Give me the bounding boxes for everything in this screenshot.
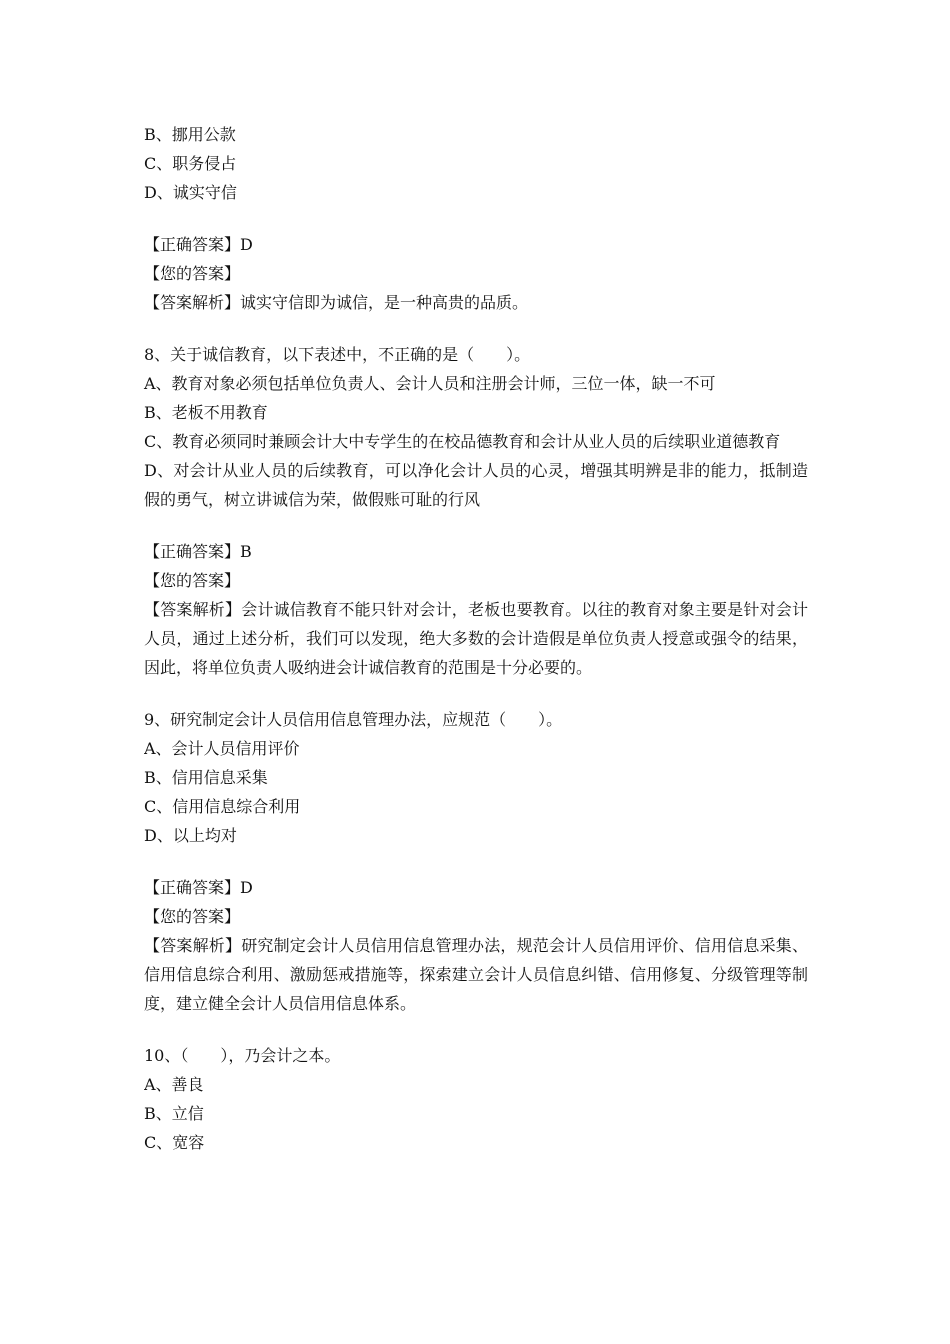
option-d: D、诚实守信 bbox=[144, 183, 237, 202]
your-answer: 【您的答案】 bbox=[144, 571, 241, 590]
option-a: A、教育对象必须包括单位负责人、会计人员和注册会计师，三位一体，缺一不可 bbox=[144, 374, 716, 393]
question-10 bbox=[144, 1041, 808, 1157]
question-stem: 8、关于诚信教育，以下表述中，不正确的是（ ）。 bbox=[144, 345, 531, 364]
your-answer: 【您的答案】 bbox=[144, 264, 241, 283]
option-b: B、挪用公款 bbox=[144, 125, 236, 144]
question-8 bbox=[144, 340, 808, 682]
question-7-tail bbox=[144, 120, 808, 317]
option-b: B、信用信息采集 bbox=[144, 768, 268, 787]
answer-analysis: 【答案解析】诚实守信即为诚信，是一种高贵的品质。 bbox=[144, 293, 529, 312]
option-c: C、信用信息综合利用 bbox=[144, 797, 301, 816]
option-b: B、立信 bbox=[144, 1104, 204, 1123]
your-answer: 【您的答案】 bbox=[144, 907, 241, 926]
answer-analysis: 【答案解析】研究制定会计人员信用信息管理办法，规范会计人员信用评价、信用信息采集、信用信息综合利用、激励惩戒措施等，探索建立会计人员信息纠错、信用修复、分级管理等制度，建立健全会计人员信用信息体系。 bbox=[144, 936, 808, 1013]
correct-answer: 【正确答案】B bbox=[144, 542, 252, 561]
option-a: A、会计人员信用评价 bbox=[144, 739, 300, 758]
question-stem: 10、（ ），乃会计之本。 bbox=[144, 1046, 341, 1065]
option-b: B、老板不用教育 bbox=[144, 403, 268, 422]
option-d: D、以上均对 bbox=[144, 826, 237, 845]
question-stem: 9、研究制定会计人员信用信息管理办法，应规范（ ）。 bbox=[144, 710, 563, 729]
correct-answer: 【正确答案】D bbox=[144, 878, 253, 897]
question-9 bbox=[144, 705, 808, 1018]
option-d: D、对会计从业人员的后续教育，可以净化会计人员的心灵，增强其明辨是非的能力，抵制造假的勇气，树立讲诚信为荣，做假账可耻的行风 bbox=[144, 461, 808, 509]
correct-answer: 【正确答案】D bbox=[144, 235, 253, 254]
option-c: C、教育必须同时兼顾会计大中专学生的在校品德教育和会计从业人员的后续职业道德教育 bbox=[144, 432, 781, 451]
document-content bbox=[144, 120, 808, 1157]
option-c: C、宽容 bbox=[144, 1133, 205, 1152]
option-a: A、善良 bbox=[144, 1075, 204, 1094]
option-c: C、职务侵占 bbox=[144, 154, 237, 173]
answer-analysis: 【答案解析】会计诚信教育不能只针对会计，老板也要教育。以往的教育对象主要是针对会计人员，通过上述分析，我们可以发现，绝大多数的会计造假是单位负责人授意或强令的结果，因此，将单位负责人吸纳进会计诚信教育的范围是十分必要的。 bbox=[144, 600, 808, 677]
